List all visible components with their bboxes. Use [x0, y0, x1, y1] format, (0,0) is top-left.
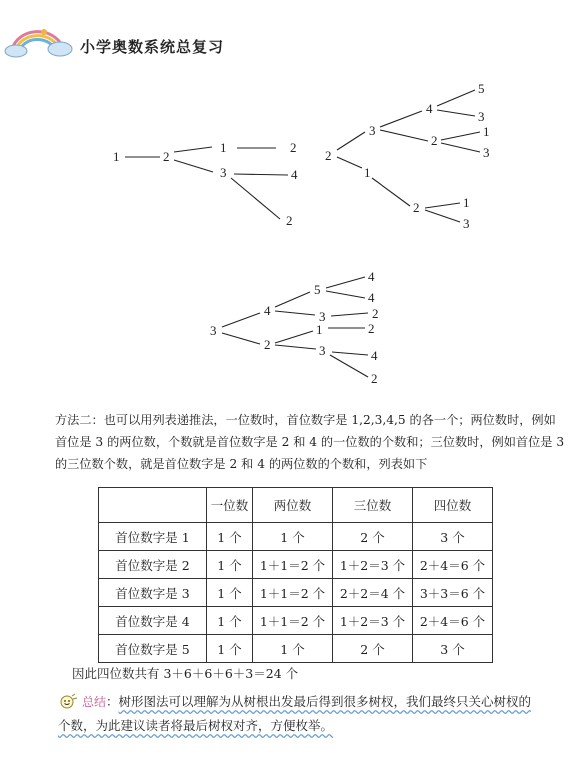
tree3-node: 4: [264, 303, 271, 318]
table-header-cell: 两位数: [253, 488, 333, 523]
table-row: [99, 607, 493, 635]
tree3-node: 4: [368, 269, 375, 284]
tree3-edge: [331, 313, 368, 316]
tree3-node: 2: [371, 371, 378, 386]
tree2-edge: [372, 178, 410, 206]
tree2-edge: [441, 143, 480, 152]
tree3-node: 3: [210, 323, 217, 338]
tree2-node: 5: [478, 81, 485, 96]
tree2-node: 2: [413, 200, 420, 215]
tree1-edge: [174, 160, 213, 172]
table-row: [99, 523, 493, 551]
table-cell: 1 个: [207, 635, 253, 663]
tree2-node: 3: [369, 123, 376, 138]
table-cell: 首位数字是 5: [99, 635, 207, 663]
table-header-cell: 一位数: [207, 488, 253, 523]
tree3-edge: [222, 333, 260, 344]
table-header-row: [99, 488, 493, 523]
tree3-edge: [326, 291, 365, 298]
tree3-edge: [275, 311, 315, 315]
tree1-node: 2: [286, 213, 293, 228]
tree1-node: 2: [290, 140, 297, 155]
tree2-edge: [380, 130, 428, 141]
tree3-node: 4: [368, 290, 375, 305]
tree2-node: 3: [478, 109, 485, 124]
table-row: [99, 579, 493, 607]
tree3-node: 3: [319, 309, 326, 324]
tree3-edge: [275, 345, 316, 349]
tree3-edge: [222, 313, 260, 327]
table-cell: 1 个: [207, 607, 253, 635]
smiley-bulb-icon: [58, 693, 78, 709]
tree2-edge: [425, 210, 460, 222]
book-title: 小学奥数系统总复习: [80, 38, 225, 56]
table-cell: 1＋2＝3 个: [333, 551, 413, 579]
table-cell: 2 个: [333, 523, 413, 551]
paragraph-line: 的三位数个数，就是首位数字是 2 和 4 的两位数的个数和，列表如下: [55, 457, 428, 471]
tree2-node: 4: [426, 101, 433, 116]
table-cell: 1 个: [253, 635, 333, 663]
table-cell: 2 个: [333, 635, 413, 663]
table-cell: 1＋1＝2 个: [253, 607, 333, 635]
tree3-node: 5: [314, 282, 321, 297]
summary-text: 个数，为此建议读者将最后树杈对齐，方便枚举。: [58, 718, 334, 733]
tree2-edge: [380, 111, 422, 127]
summary-colon: ：: [106, 694, 119, 709]
summary-label: 总结: [81, 695, 106, 709]
tree1-node: 2: [163, 149, 170, 164]
tree-1: [113, 140, 298, 228]
tree1-edge: [234, 174, 288, 175]
tree3-node: 3: [319, 343, 326, 358]
tree3-node: 2: [368, 321, 375, 336]
table-cell: 1 个: [207, 551, 253, 579]
tree1-node: 3: [220, 165, 227, 180]
table-cell: 2＋2＝4 个: [333, 579, 413, 607]
tree3-node: 1: [316, 322, 323, 337]
conclusion-line: 因此四位数共有 3＋6＋6＋6＋3＝24 个: [72, 666, 299, 681]
table-cell: 1＋1＝2 个: [253, 579, 333, 607]
table-header-cell: [99, 488, 207, 523]
summary-text: 树形图法可以理解为从树根出发最后得到很多树杈，我们最终只关心树杈的: [118, 694, 532, 709]
digit-count-table: [98, 487, 493, 663]
tree1-edge: [174, 147, 212, 152]
tree3-edge: [326, 277, 365, 288]
summary-line: [58, 714, 573, 738]
tree1-edge: [231, 178, 280, 219]
tree3-edge: [332, 352, 368, 355]
tree2-node: 3: [483, 145, 490, 160]
table-row: [99, 551, 493, 579]
tree3-node: 2: [372, 306, 379, 321]
summary-line: [58, 690, 573, 714]
tree1-node: 1: [113, 149, 120, 164]
tree3-edge: [275, 292, 310, 307]
table-cell: 首位数字是 2: [99, 551, 207, 579]
table-row: [99, 635, 493, 663]
table-cell: 1＋2＝3 个: [333, 607, 413, 635]
summary-block: [58, 690, 573, 738]
tree2-node: 2: [325, 148, 332, 163]
paragraph-line: 首位是 3 的两位数，个数就是首位数字是 2 和 4 的一位数的个数和；三位数时，例如首位是 3: [55, 435, 565, 449]
table-cell: 首位数字是 1: [99, 523, 207, 551]
paragraph-line: 方法二：也可以用列表递推法，一位数时，首位数字是 1,2,3,4,5 的各一个；两位数时，例如: [55, 413, 556, 427]
tree2-edge: [425, 203, 460, 208]
tree-2: [325, 81, 490, 231]
tree1-node: 1: [220, 140, 227, 155]
tree2-edge: [337, 132, 365, 150]
tree2-edge: [437, 110, 475, 116]
tree-3: [210, 269, 379, 386]
tree2-edge: [441, 132, 480, 140]
tree1-node: 4: [291, 167, 298, 182]
tree3-node: 4: [371, 348, 378, 363]
tree2-node: 1: [463, 195, 470, 210]
table-cell: 3 个: [413, 635, 493, 663]
method-two-paragraph: [55, 409, 575, 475]
table-cell: 1 个: [253, 523, 333, 551]
table-cell: 3 个: [413, 523, 493, 551]
tree3-edge: [275, 331, 313, 343]
table-cell: 2＋4＝6 个: [413, 551, 493, 579]
tree2-edge: [437, 90, 475, 106]
tree2-node: 3: [463, 216, 470, 231]
tree2-node: 2: [431, 133, 438, 148]
table-cell: 1 个: [207, 523, 253, 551]
tree2-node: 1: [364, 165, 371, 180]
table-cell: 2＋4＝6 个: [413, 607, 493, 635]
tree3-edge: [330, 355, 368, 377]
table-cell: 1＋1＝2 个: [253, 551, 333, 579]
table-header-cell: 三位数: [333, 488, 413, 523]
tree2-node: 1: [483, 124, 490, 139]
table-cell: 首位数字是 3: [99, 579, 207, 607]
table-cell: 3＋3＝6 个: [413, 579, 493, 607]
tree2-edge: [337, 157, 362, 168]
table-cell: 首位数字是 4: [99, 607, 207, 635]
table-header-cell: 四位数: [413, 488, 493, 523]
tree3-node: 2: [264, 337, 271, 352]
table-cell: 1 个: [207, 579, 253, 607]
